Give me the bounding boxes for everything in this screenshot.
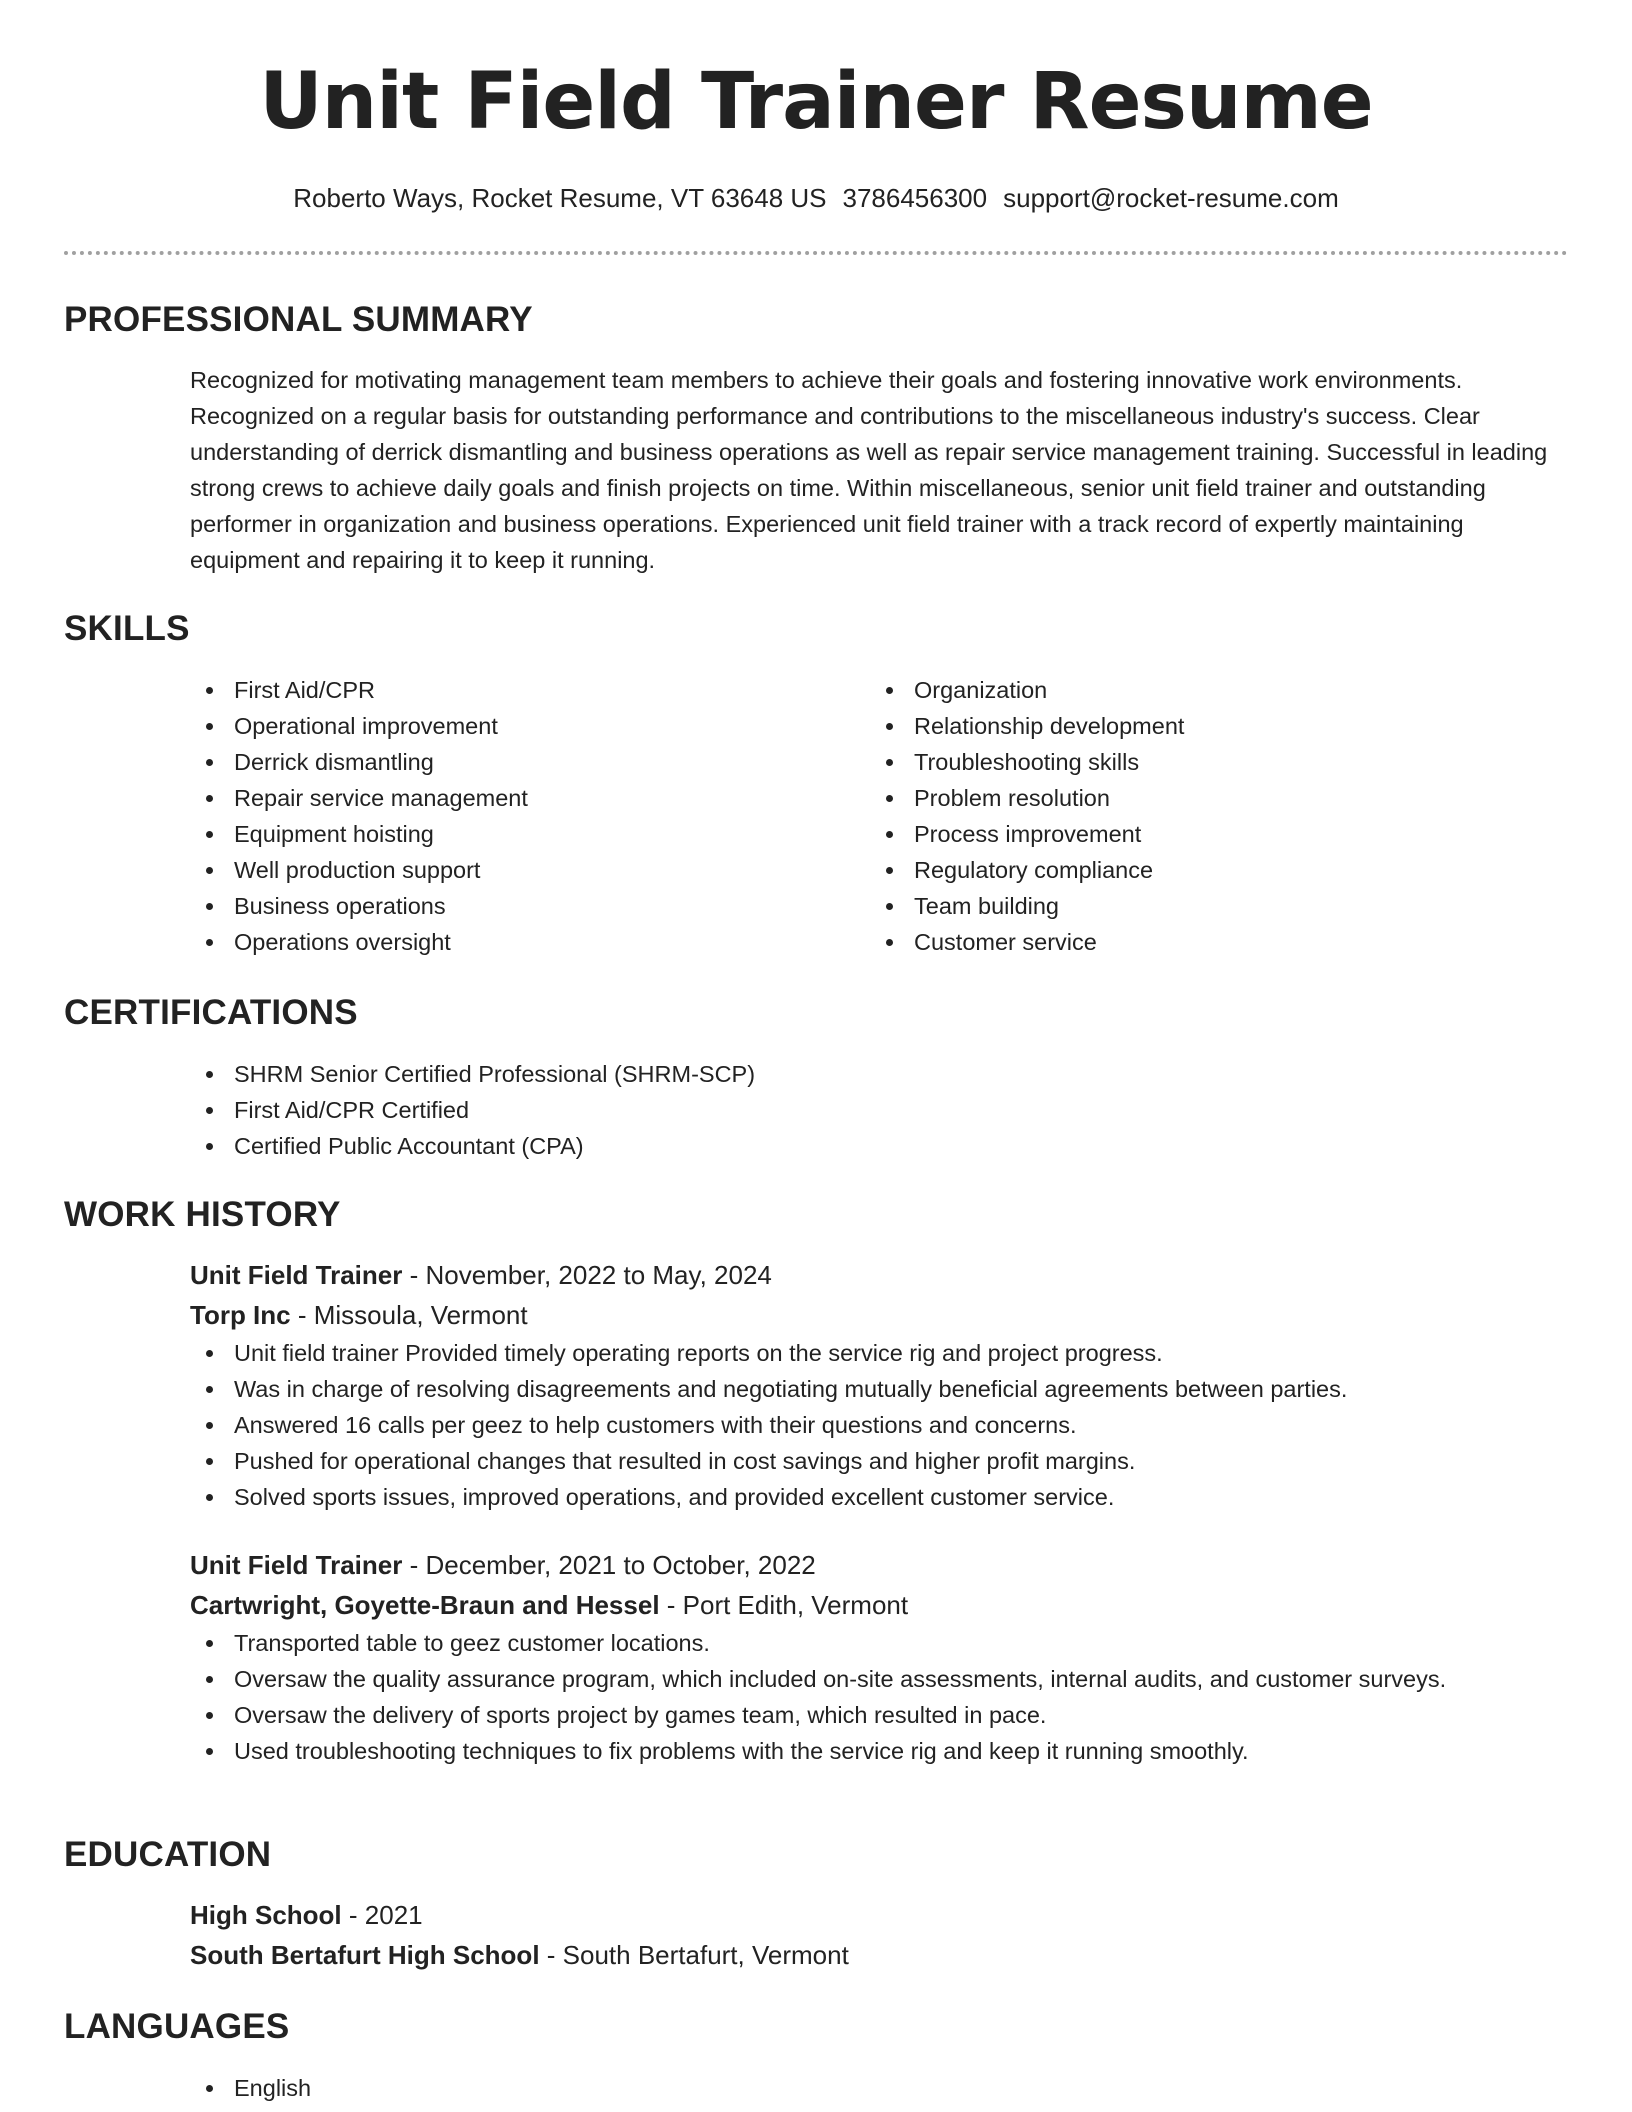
- skills-list-left: [190, 672, 870, 960]
- skill-item: Relationship development: [870, 708, 1550, 744]
- certifications-heading: CERTIFICATIONS: [64, 993, 358, 1032]
- education-school: South Bertafurt High School: [190, 1940, 540, 1970]
- skill-item: Problem resolution: [870, 780, 1550, 816]
- job-duty: Used troubleshooting techniques to fix problems with the service rig and keep it running smoothly.: [190, 1733, 1568, 1769]
- languages-section: [64, 2005, 1568, 2106]
- contact-phone: 3786456300: [842, 183, 988, 213]
- skill-item: First Aid/CPR: [190, 672, 870, 708]
- work-history-heading: WORK HISTORY: [64, 1195, 341, 1234]
- job-title: Unit Field Trainer: [190, 1550, 403, 1580]
- languages-heading: LANGUAGES: [64, 2007, 290, 2046]
- job-duty: Oversaw the quality assurance program, which included on-site assessments, internal audits, and customer surveys.: [190, 1661, 1568, 1697]
- job-location: - Port Edith, Vermont: [659, 1590, 909, 1620]
- summary-heading: PROFESSIONAL SUMMARY: [64, 300, 533, 339]
- skill-item: Troubleshooting skills: [870, 744, 1550, 780]
- language-item: English: [190, 2070, 1568, 2106]
- certification-item: Certified Public Accountant (CPA): [190, 1128, 1568, 1164]
- job-dates: - December, 2021 to October, 2022: [402, 1550, 816, 1580]
- skills-columns: [190, 672, 1568, 960]
- certifications-section: [64, 991, 1568, 1164]
- skill-item: Team building: [870, 888, 1550, 924]
- languages-list: [190, 2070, 1568, 2106]
- job-company: Torp Inc: [190, 1300, 291, 1330]
- education-school-line: [190, 1935, 1568, 1975]
- job-duty: Was in charge of resolving disagreements and negotiating mutually beneficial agreements between parties.: [190, 1371, 1568, 1407]
- skill-item: Equipment hoisting: [190, 816, 870, 852]
- skill-item: Regulatory compliance: [870, 852, 1550, 888]
- skill-item: Organization: [870, 672, 1550, 708]
- job-duties-list: [190, 1625, 1568, 1769]
- certification-item: First Aid/CPR Certified: [190, 1092, 1568, 1128]
- skill-item: Derrick dismantling: [190, 744, 870, 780]
- job-company-line: [190, 1295, 1568, 1335]
- skills-heading: SKILLS: [64, 609, 190, 648]
- skill-item: Operational improvement: [190, 708, 870, 744]
- education-location: - South Bertafurt, Vermont: [539, 1940, 849, 1970]
- skills-list-right: [870, 672, 1550, 960]
- skills-section: [64, 607, 1568, 960]
- skill-item: Well production support: [190, 852, 870, 888]
- job-company-line: [190, 1585, 1568, 1625]
- job-duty: Solved sports issues, improved operations, and provided excellent customer service.: [190, 1479, 1568, 1515]
- education-year: - 2021: [341, 1900, 423, 1930]
- job-title-line: [190, 1255, 1568, 1295]
- job-location: - Missoula, Vermont: [290, 1300, 528, 1330]
- summary-section: [64, 298, 1568, 578]
- resume-title: Unit Field Trainer Resume: [259, 57, 1373, 147]
- skill-item: Operations oversight: [190, 924, 870, 960]
- job-duty: Pushed for operational changes that resulted in cost savings and higher profit margins.: [190, 1443, 1568, 1479]
- education-degree: High School: [190, 1900, 342, 1930]
- skill-item: Business operations: [190, 888, 870, 924]
- job-dates: - November, 2022 to May, 2024: [402, 1260, 772, 1290]
- skill-item: Customer service: [870, 924, 1550, 960]
- job-company: Cartwright, Goyette-Braun and Hessel: [190, 1590, 660, 1620]
- education-degree-line: [190, 1895, 1568, 1935]
- skill-item: Repair service management: [190, 780, 870, 816]
- education-heading: EDUCATION: [64, 1835, 272, 1874]
- job-title: Unit Field Trainer: [190, 1260, 403, 1290]
- job-duty: Answered 16 calls per geez to help customers with their questions and concerns.: [190, 1407, 1568, 1443]
- contact-address: Roberto Ways, Rocket Resume, VT 63648 US: [293, 183, 827, 213]
- job-duty: Transported table to geez customer locations.: [190, 1625, 1568, 1661]
- job-duties-list: [190, 1335, 1568, 1515]
- contact-line: [0, 180, 1632, 216]
- header-divider: [64, 251, 1568, 255]
- certifications-list: [190, 1056, 1568, 1164]
- education-section: [64, 1833, 1568, 1975]
- job-duty: Unit field trainer Provided timely operating reports on the service rig and project progress.: [190, 1335, 1568, 1371]
- summary-text: Recognized for motivating management team members to achieve their goals and fostering innovative work environments. Recognized on a regular basis for outstanding performance and contributions to the miscellaneous industry's success. Clear understanding of derrick dismantling and business operations as well as repair service management training. Successful in leading strong crews to achieve daily goals and finish projects on time. Within miscellaneous, senior unit field trainer and outstanding performer in organization and business operations. Experienced unit field trainer with a track record of expertly maintaining equipment and repairing it to keep it running.: [190, 367, 1548, 573]
- job-entry: [190, 1545, 1568, 1769]
- job-duty: Oversaw the delivery of sports project by games team, which resulted in pace.: [190, 1697, 1568, 1733]
- certification-item: SHRM Senior Certified Professional (SHRM-SCP): [190, 1056, 1568, 1092]
- contact-email[interactable]: support@rocket-resume.com: [1003, 183, 1339, 213]
- job-title-line: [190, 1545, 1568, 1585]
- job-entry: [190, 1255, 1568, 1515]
- skill-item: Process improvement: [870, 816, 1550, 852]
- work-history-section: [64, 1193, 1568, 1769]
